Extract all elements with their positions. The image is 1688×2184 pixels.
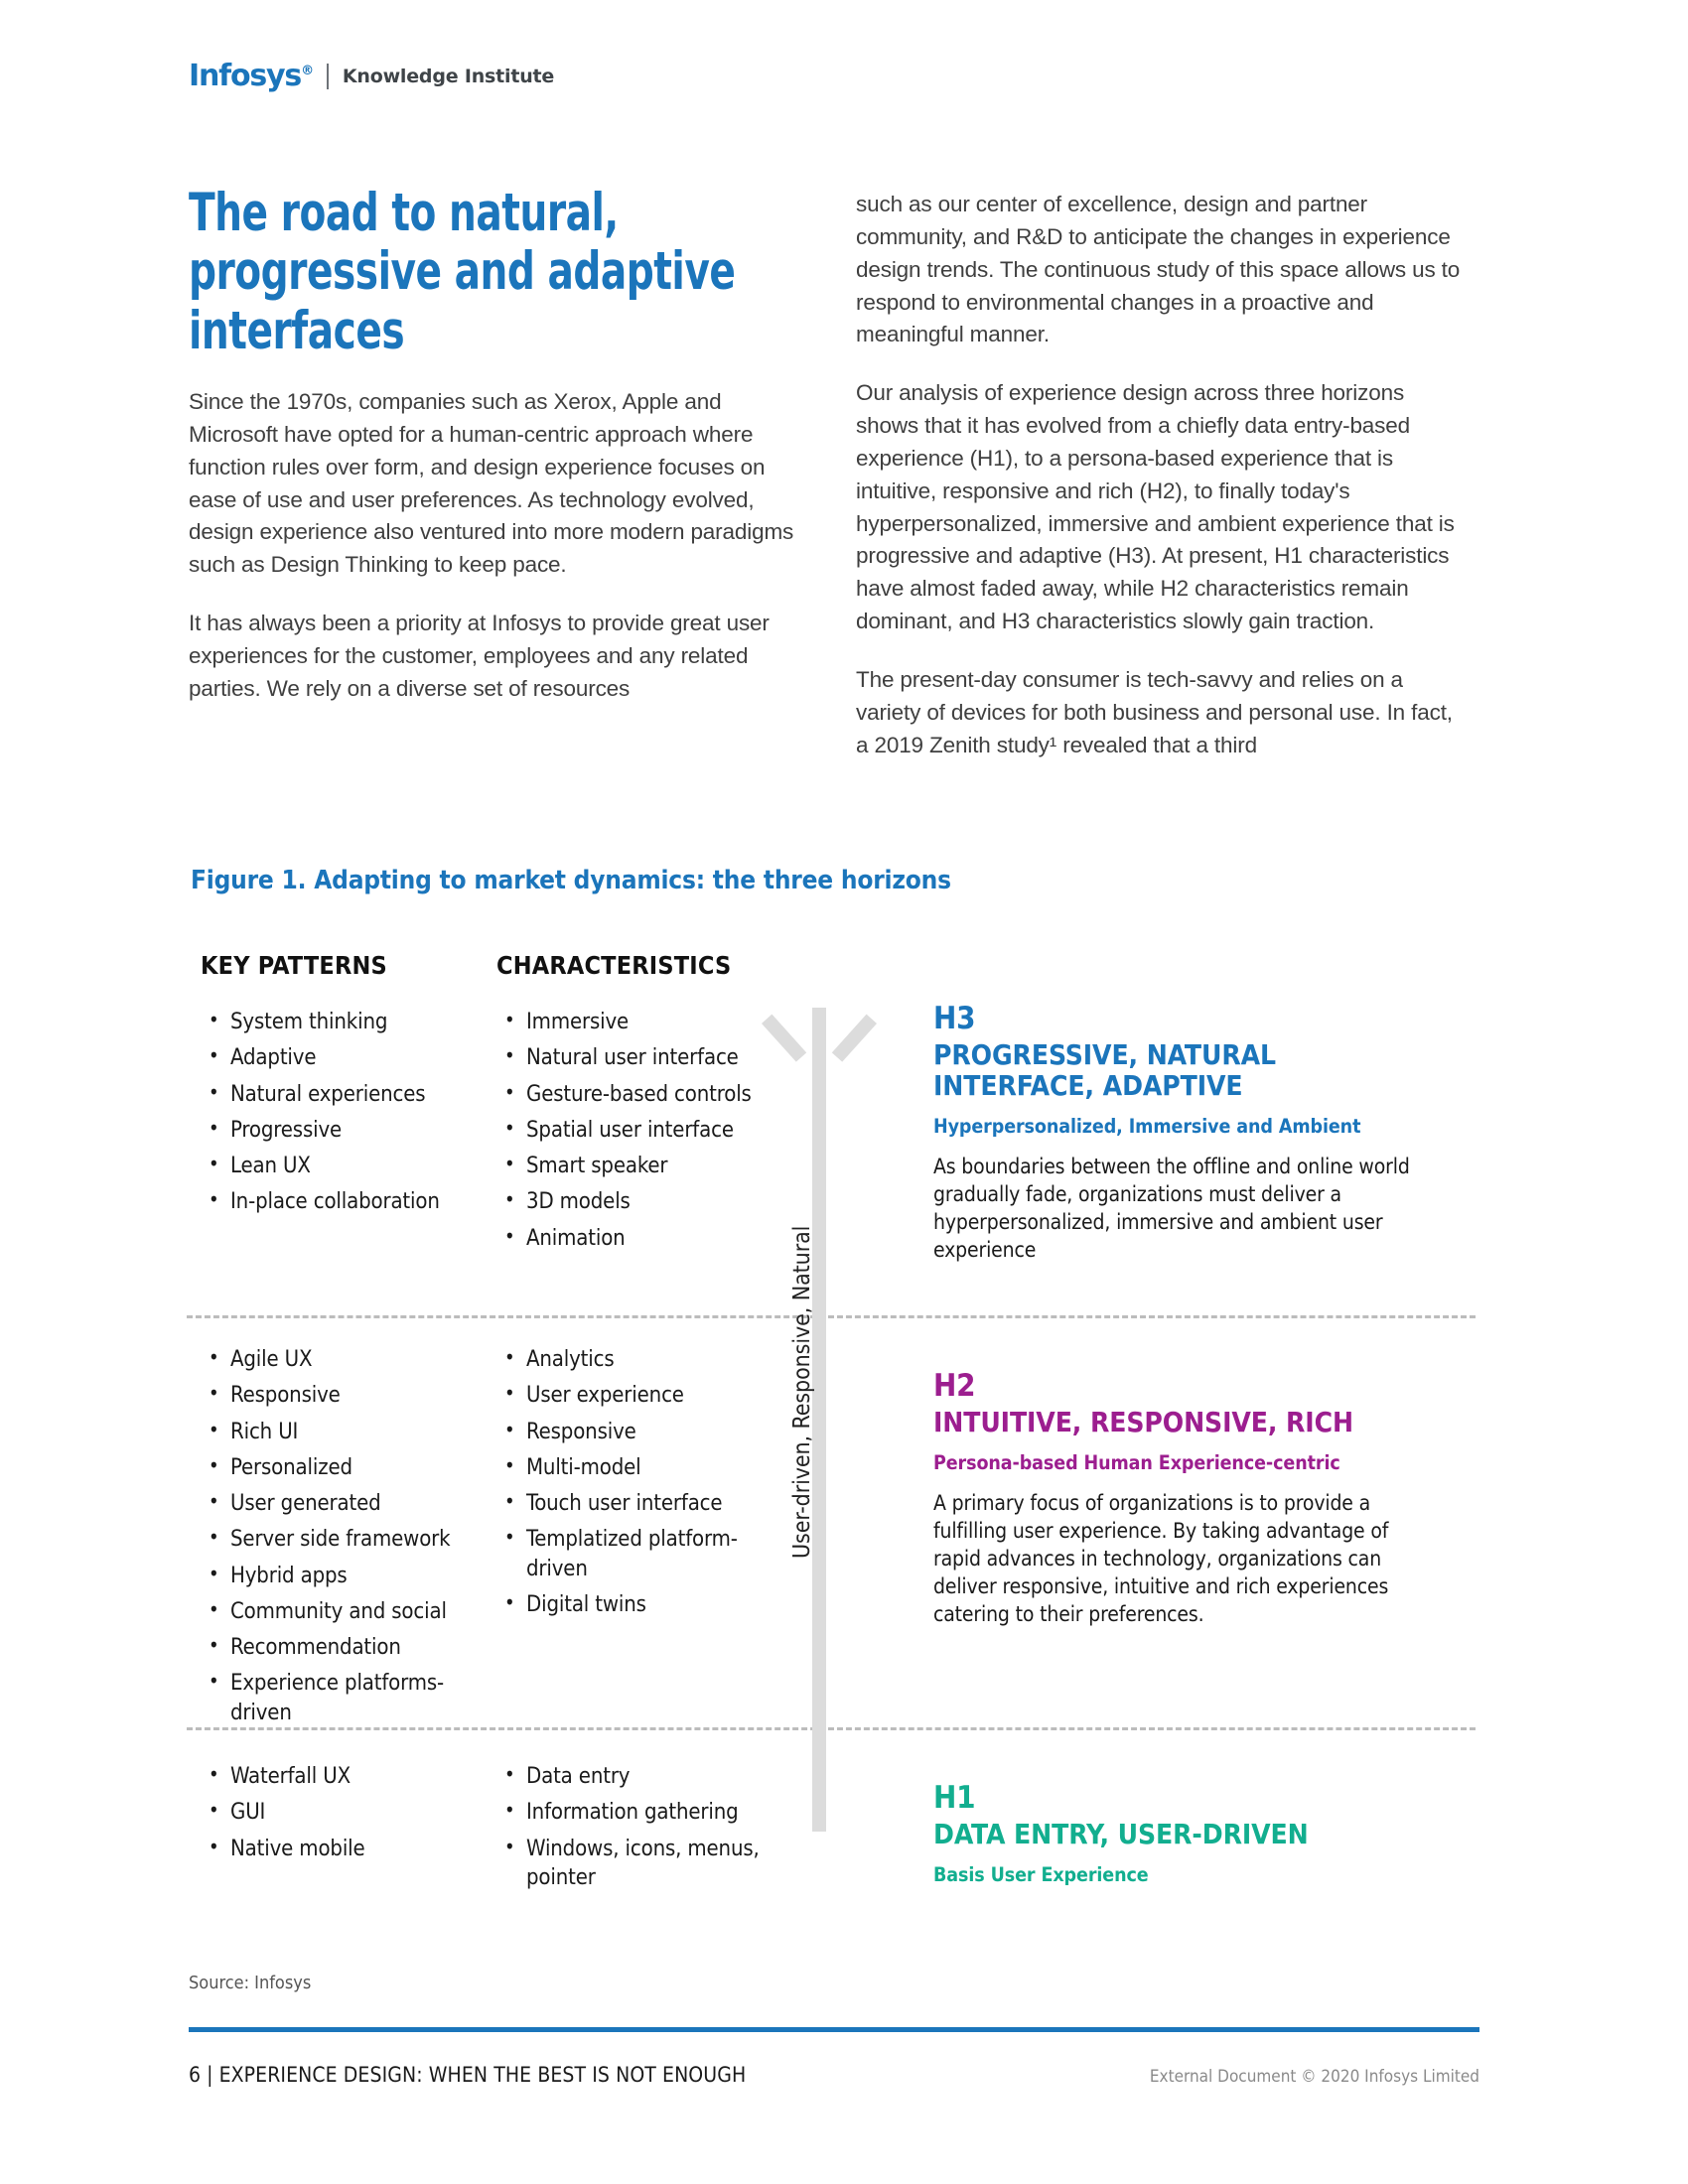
knowledge-institute-label: Knowledge Institute [342, 66, 555, 87]
list-item: • Smart speaker [501, 1152, 789, 1180]
list-item: • Data entry [501, 1762, 789, 1791]
list-item: • System thinking [206, 1008, 474, 1036]
footer-separator: | [207, 2063, 213, 2087]
intro-left-column [189, 184, 804, 732]
list-item: • User experience [501, 1381, 789, 1410]
list-item: • Lean UX [206, 1152, 474, 1180]
list-item: • Responsive [501, 1418, 789, 1446]
infosys-logo [189, 59, 313, 93]
footer-copyright: External Document © 2020 Infosys Limited [1149, 2067, 1479, 2087]
list-item: • Touch user interface [501, 1489, 789, 1518]
list-item: • Waterfall UX [206, 1762, 474, 1791]
horizon-code-h2: H2 [933, 1368, 976, 1404]
list-item: • Multi-model [501, 1453, 789, 1482]
registered-trademark-icon: ® [301, 64, 313, 78]
list-item: • Responsive [206, 1381, 493, 1410]
list-item: • Windows, icons, menus, pointer [501, 1835, 789, 1893]
intro-paragraph-5: The present-day consumer is tech-savvy and relies on a variety of devices for both business and personal use. In fact, a 2019 Zenith study¹ revealed that a third [856, 666, 1453, 757]
list-item: • Community and social [206, 1597, 493, 1626]
horizon-subtitle-h2: Persona-based Human Experience-centric [933, 1450, 1340, 1474]
list-item: • Information gathering [501, 1798, 789, 1827]
horizon-title-h3: PROGRESSIVE, NATURAL INTERFACE, ADAPTIVE [933, 1037, 1276, 1102]
intro-paragraph-1: Since the 1970s, companies such as Xerox, Apple and Microsoft have opted for a human-centric approach where function rules over form, and design experience focuses on ease of use and user preferences. As technology evolved, design experience also ventured into more modern paradigms such as Design Thinking to keep pace. [189, 389, 794, 578]
axis-label: User-driven, Responsive, Natural [789, 1225, 815, 1559]
list-item: • Server side framework [206, 1525, 493, 1554]
key-patterns-list-h3 [206, 1008, 474, 1224]
list-item: • In-place collaboration [206, 1187, 474, 1216]
key-patterns-list-h1 [206, 1762, 474, 1870]
intro-paragraph-4: Our analysis of experience design across three horizons shows that it has evolved from a chiefly data entry-based experience (H1), to a persona-based experience that is intuitive, responsive and rich (H2), to finally today's hyperpersonalized, immersive and ambient experience that is progressive and adaptive (H3). At present, H1 characteristics have almost faded away, while H2 characteristics remain dominant, and H3 characteristics slowly gain traction. [856, 380, 1455, 634]
characteristics-list-h2 [501, 1345, 789, 1626]
list-item: • Digital twins [501, 1590, 789, 1619]
characteristics-list-h1 [501, 1762, 789, 1899]
horizon-title-h1: DATA ENTRY, USER-DRIVEN [933, 1817, 1309, 1850]
list-item: • User generated [206, 1489, 493, 1518]
list-item: • Animation [501, 1224, 789, 1253]
infosys-wordmark: Infosys [189, 59, 302, 93]
page-number: 6 [189, 2063, 202, 2087]
footer-document-title: EXPERIENCE DESIGN: WHEN THE BEST IS NOT ENOUGH [218, 2063, 747, 2087]
list-item: • Immersive [501, 1008, 789, 1036]
intro-right-column [856, 189, 1462, 788]
key-patterns-list-h2 [206, 1345, 493, 1734]
list-item: • Natural experiences [206, 1080, 474, 1109]
list-item: • Progressive [206, 1116, 474, 1145]
list-item: • Agile UX [206, 1345, 493, 1374]
list-item: • Natural user interface [501, 1043, 789, 1072]
list-item: • Gesture-based controls [501, 1080, 789, 1109]
list-item: • Templatized platform-driven [501, 1525, 789, 1583]
list-item: • Experience platforms-driven [206, 1669, 493, 1727]
horizon-description-h2: A primary focus of organizations is to provide a fulfilling user experience. By taking advantage of rapid advances in technology, organizations can deliver responsive, intuitive and rich experiences catering to their preferences. [933, 1490, 1389, 1626]
horizon-title-h2: INTUITIVE, RESPONSIVE, RICH [933, 1405, 1353, 1438]
horizon-divider-h3-h2 [187, 1315, 1476, 1318]
list-item: • Recommendation [206, 1633, 493, 1662]
list-item: • Personalized [206, 1453, 493, 1482]
horizon-subtitle-h3: Hyperpersonalized, Immersive and Ambient [933, 1115, 1361, 1139]
horizon-code-h1: H1 [933, 1780, 976, 1816]
footer-left [189, 2063, 746, 2087]
footer-rule [189, 2027, 1479, 2032]
list-item: • Native mobile [206, 1835, 474, 1863]
column-header-key-patterns: KEY PATTERNS [201, 951, 387, 980]
horizon-block-h2 [933, 1370, 1430, 1629]
horizon-block-h3 [933, 1003, 1430, 1265]
list-item: • 3D models [501, 1187, 789, 1216]
list-item: • Adaptive [206, 1043, 474, 1072]
logo-divider [327, 64, 329, 89]
list-item: • Spatial user interface [501, 1116, 789, 1145]
list-item: • GUI [206, 1798, 474, 1827]
three-horizons-figure [0, 923, 1688, 1936]
horizon-block-h1 [933, 1782, 1430, 1886]
horizon-description-h3: As boundaries between the offline and online world gradually fade, organizations must deliver a hyperpersonalized, immersive and ambient user experience [933, 1155, 1410, 1263]
intro-paragraph-3: such as our center of excellence, design and partner community, and R&D to anticipate the changes in experience design trends. The continuous study of this space allows us to respond to environmental changes in a proactive and meaningful manner. [856, 192, 1461, 347]
list-item: • Rich UI [206, 1418, 493, 1446]
figure-source: Source: Infosys [189, 1973, 312, 1993]
horizon-code-h3: H3 [933, 1001, 976, 1036]
figure-caption: Figure 1. Adapting to market dynamics: the three horizons [191, 866, 951, 895]
brand-masthead [189, 59, 555, 93]
page-title: The road to natural, progressive and adaptive interfaces [189, 183, 736, 361]
characteristics-list-h3 [501, 1008, 789, 1260]
list-item: • Hybrid apps [206, 1562, 493, 1590]
intro-paragraph-2: It has always been a priority at Infosys to provide great user experiences for the customer, employees and any related parties. We rely on a diverse set of resources [189, 611, 770, 701]
list-item: • Analytics [501, 1345, 789, 1374]
column-header-characteristics: CHARACTERISTICS [496, 951, 732, 980]
horizon-subtitle-h1: Basis User Experience [933, 1862, 1149, 1886]
